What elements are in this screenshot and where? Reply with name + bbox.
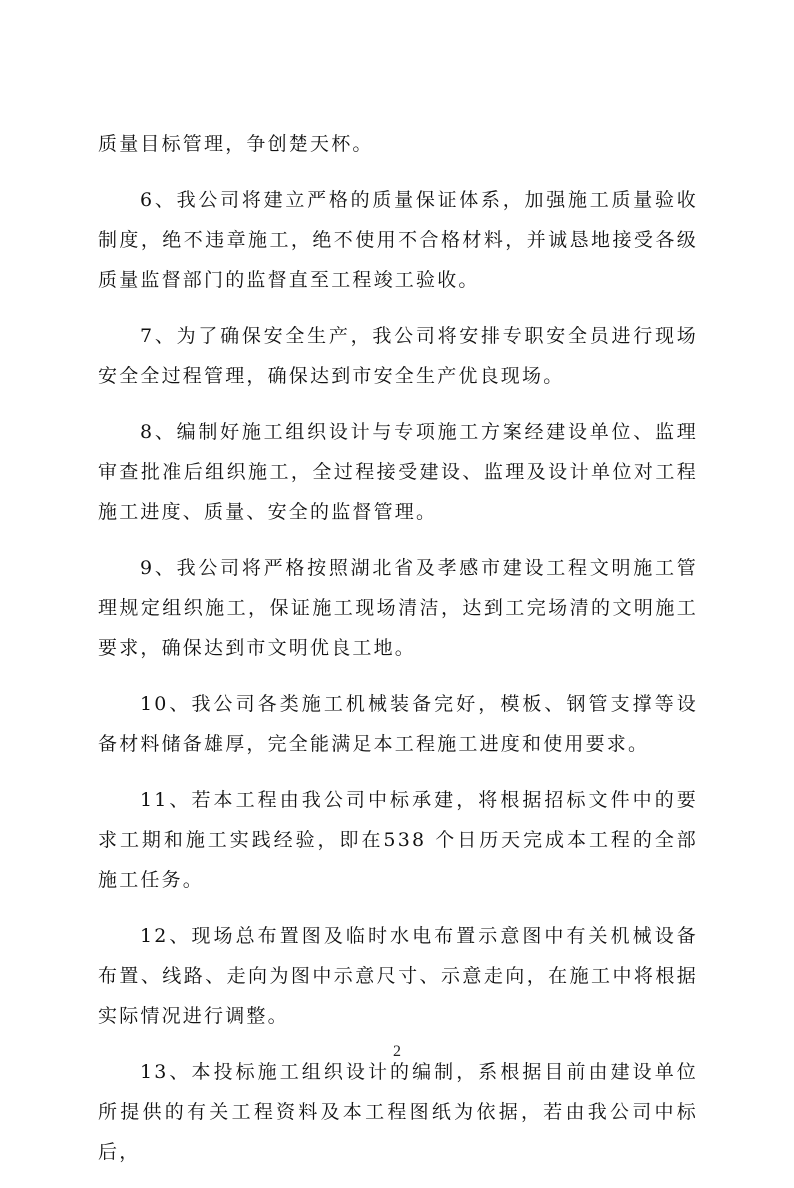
paragraph-item-8: 8、编制好施工组织设计与专项施工方案经建设单位、监理审查批准后组织施工，全过程接受建设、监理及设计单位对工程施工进度、质量、安全的监督管理。 [98, 421, 698, 523]
page-number: 2 [393, 1043, 401, 1060]
paragraph-item-12: 12、现场总布置图及临时水电布置示意图中有关机械设备布置、线路、走向为图中示意尺寸、示意走向，在施工中将根据实际情况进行调整。 [98, 925, 698, 1027]
paragraph-item-13: 13、本投标施工组织设计的编制，系根据目前由建设单位所提供的有关工程资料及本工程图纸为依据，若由我公司中标后， [98, 1061, 698, 1163]
paragraph-item-7: 7、为了确保安全生产，我公司将安排专职安全员进行现场安全全过程管理，确保达到市安全生产优良现场。 [98, 325, 698, 387]
paragraph-item-11: 11、若本工程由我公司中标承建，将根据招标文件中的要求工期和施工实践经验，即在538 个日历天完成本工程的全部施工任务。 [98, 789, 698, 891]
paragraph-item-6: 6、我公司将建立严格的质量保证体系，加强施工质量验收制度，绝不违章施工，绝不使用不合格材料，并诚恳地接受各级质量监督部门的监督直至工程竣工验收。 [98, 189, 698, 291]
document-body [98, 124, 698, 1188]
paragraph-item-10: 10、我公司各类施工机械装备完好，模板、钢管支撑等设备材料储备雄厚，完全能满足本工程施工进度和使用要求。 [98, 693, 698, 755]
paragraph-item-9: 9、我公司将严格按照湖北省及孝感市建设工程文明施工管理规定组织施工，保证施工现场清洁，达到工完场清的文明施工要求，确保达到市文明优良工地。 [98, 557, 698, 659]
paragraph-continuation: 质量目标管理，争创楚天杯。 [98, 133, 374, 155]
